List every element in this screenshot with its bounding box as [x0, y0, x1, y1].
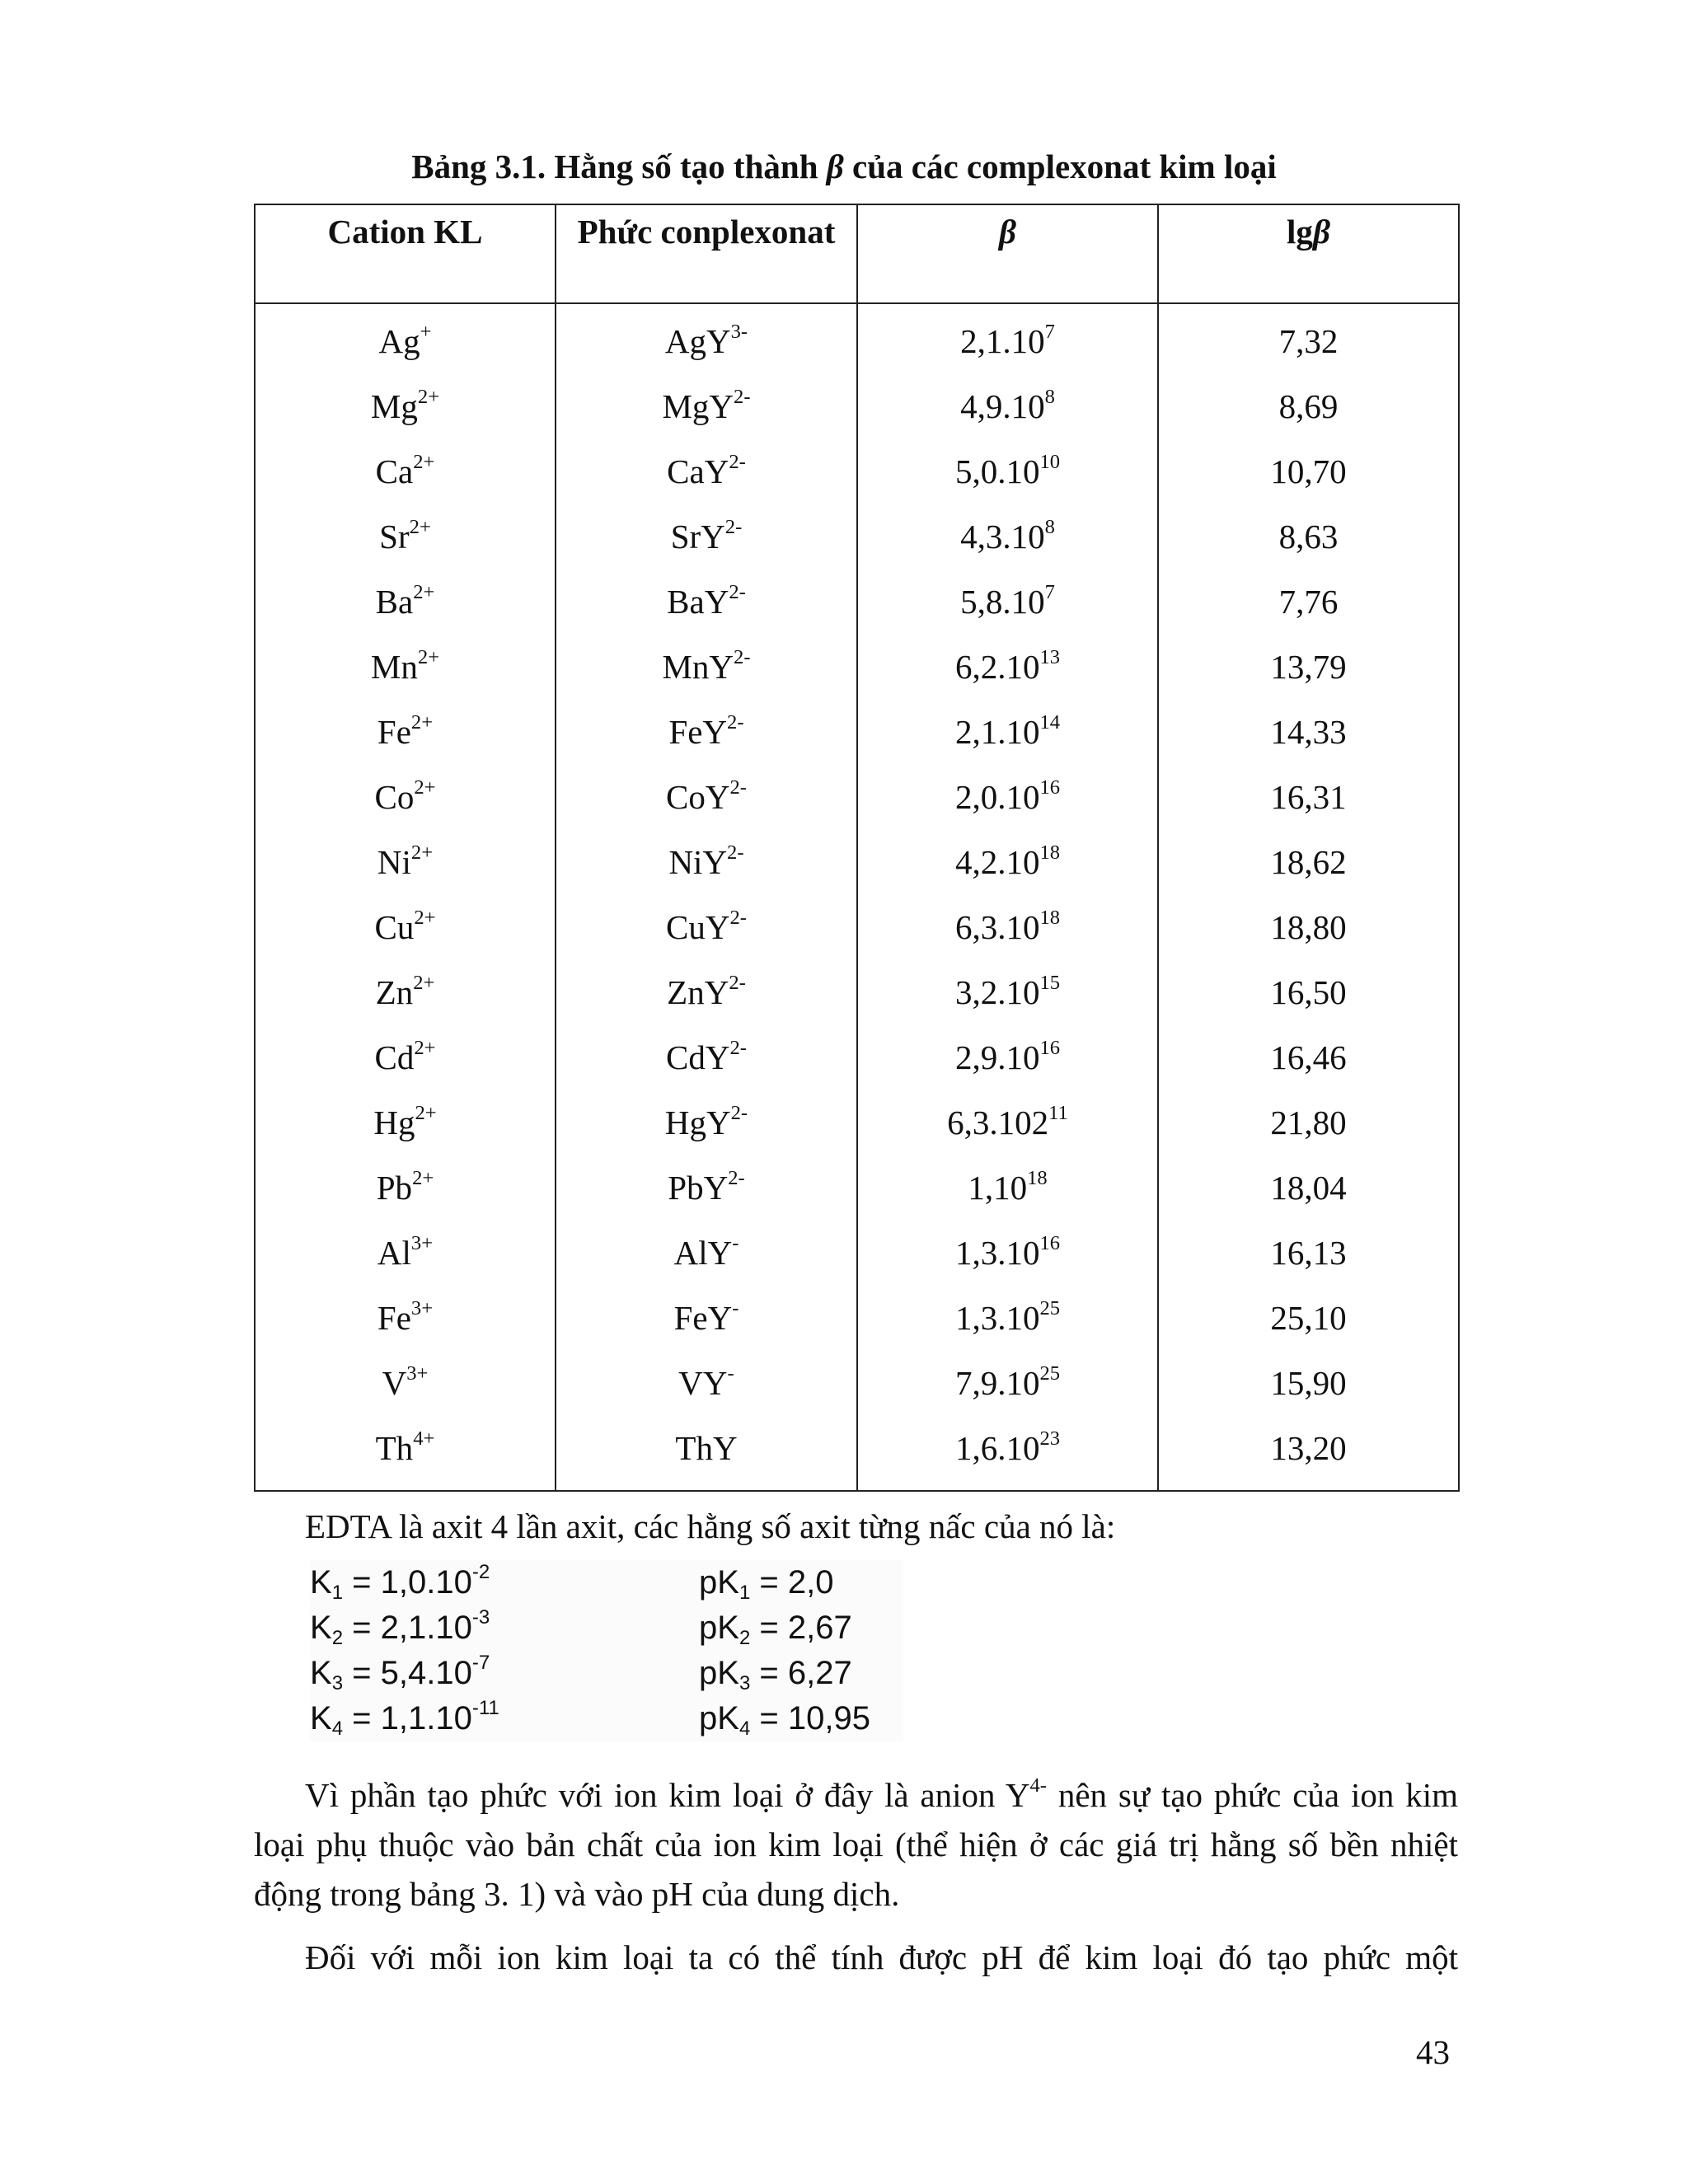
- cell-lg-beta: 16,46: [1158, 1025, 1459, 1090]
- cell-beta: 5,0.10$^{10}$: [857, 439, 1158, 504]
- cell-complex: BaY$^{2-}$: [556, 569, 857, 635]
- cell-complex: SrY$^{2-}$: [556, 504, 857, 569]
- cell-lg-beta: 25,10: [1158, 1286, 1459, 1351]
- acid-constant-row: [310, 1696, 903, 1741]
- table-row: [255, 1416, 1459, 1491]
- cell-cation: $Th^{4+}$: [255, 1416, 556, 1491]
- acid-constant-row: [310, 1605, 903, 1651]
- cell-cation: $Cd^{2+}$: [255, 1025, 556, 1090]
- pk-value: $pK_4 = 10,95$: [699, 1700, 870, 1741]
- cell-beta: 6,3.102$^{11}$: [857, 1090, 1158, 1155]
- cell-complex: FeY-: [556, 1286, 857, 1351]
- cell-complex: MnY$^{2-}$: [556, 635, 857, 700]
- cell-cation: $Zn^{2+}$: [255, 960, 556, 1025]
- table-row: [255, 830, 1459, 895]
- cell-complex: FeY$^{2-}$: [556, 700, 857, 765]
- k-value: $K_1 = 1,0.10^{-2}$: [310, 1561, 490, 1605]
- cell-cation: $Ni^{2+}$: [255, 830, 556, 895]
- table-row: [255, 765, 1459, 830]
- table-row: [255, 895, 1459, 960]
- cell-lg-beta: 18,80: [1158, 895, 1459, 960]
- cell-cation: $Fe^{2+}$: [255, 700, 556, 765]
- cell-beta: 1,3.10$^{25}$: [857, 1286, 1158, 1351]
- acid-constant-row: [310, 1651, 903, 1696]
- cell-lg-beta: 13,20: [1158, 1416, 1459, 1491]
- cell-lg-beta: 14,33: [1158, 700, 1459, 765]
- pk-value: $pK_1 = 2,0$: [699, 1564, 834, 1605]
- cell-cation: $Cu^{2+}$: [255, 895, 556, 960]
- header-cation: Cation KL: [255, 204, 556, 303]
- cell-lg-beta: 13,79: [1158, 635, 1459, 700]
- edta-intro: EDTA là axit 4 lần axit, các hằng số axit từng nấc của nó là:: [305, 1507, 1116, 1545]
- cell-beta: 2,9.10$^{16}$: [857, 1025, 1158, 1090]
- cell-complex: CuY$^{2-}$: [556, 895, 857, 960]
- cell-complex: MgY$^{2-}$: [556, 374, 857, 439]
- cell-cation: $Al^{3+}$: [255, 1221, 556, 1286]
- cell-complex: VY-: [556, 1351, 857, 1416]
- table-row: [255, 700, 1459, 765]
- cell-cation: $Co^{2+}$: [255, 765, 556, 830]
- cell-cation: $Ba^{2+}$: [255, 569, 556, 635]
- header-beta: β: [857, 204, 1158, 303]
- cell-complex: CdY$^{2-}$: [556, 1025, 857, 1090]
- k-value: $K_3 = 5,4.10^{-7}$: [310, 1652, 490, 1695]
- table-body: [255, 303, 1459, 1491]
- table-row: [255, 569, 1459, 635]
- cell-complex: ThY: [556, 1416, 857, 1491]
- k-value: $K_4 = 1,1.10^{-11}$: [310, 1697, 499, 1741]
- cell-complex: ZnY$^{2-}$: [556, 960, 857, 1025]
- cell-beta: 2,0.10$^{16}$: [857, 765, 1158, 830]
- constants-table: [254, 204, 1460, 1492]
- cell-beta: 5,8.10$^7$: [857, 569, 1158, 635]
- header-complex: Phức conplexonat: [556, 204, 857, 303]
- cell-complex: AgY$^{3-}$: [556, 303, 857, 374]
- cell-beta: 2,1.10$^{14}$: [857, 700, 1158, 765]
- table-row: [255, 960, 1459, 1025]
- table-row: [255, 1286, 1459, 1351]
- cell-beta: 6,3.10$^{18}$: [857, 895, 1158, 960]
- pk-value: $pK_3 = 6,27$: [699, 1655, 852, 1695]
- cell-beta: 4,2.10$^{18}$: [857, 830, 1158, 895]
- table-row: [255, 1025, 1459, 1090]
- cell-beta: 3,2.10$^{15}$: [857, 960, 1158, 1025]
- cell-lg-beta: 16,50: [1158, 960, 1459, 1025]
- table-row: [255, 1351, 1459, 1416]
- cell-lg-beta: 8,69: [1158, 374, 1459, 439]
- cell-beta: 4,3.10$^8$: [857, 504, 1158, 569]
- caption-prefix: Bảng 3.1. Hằng số tạo thành: [411, 148, 827, 185]
- table-row: [255, 1090, 1459, 1155]
- cell-cation: $Hg^{2+}$: [255, 1090, 556, 1155]
- k-value: $K_2 = 2,1.10^{-3}$: [310, 1606, 490, 1650]
- cell-complex: AlY-: [556, 1221, 857, 1286]
- paragraph-1: Vì phần tạo phức với ion kim loại ở đây là anion $Y^{4-}$ nên sự tạo phức của ion kim loại phụ thuộc vào bản chất của ion kim loại (thể hiện ở các giá trị hằng số bền nhiệt động trong bảng 3. 1) và vào pH của dung dịch.: [254, 1774, 1459, 1913]
- cell-lg-beta: 10,70: [1158, 439, 1459, 504]
- paragraph-2: Đối với mỗi ion kim loại ta có thể tính được pH để kim loại đó tạo phức một: [305, 1938, 1458, 1976]
- cell-beta: 7,9.10$^{25}$: [857, 1351, 1158, 1416]
- table-row: [255, 504, 1459, 569]
- cell-complex: PbY$^{2-}$: [556, 1155, 857, 1221]
- pk-value: $pK_2 = 2,67$: [699, 1610, 852, 1650]
- header-lg-beta: lgβ: [1158, 204, 1459, 303]
- table-row: [255, 635, 1459, 700]
- cell-beta: 6,2.10$^{13}$: [857, 635, 1158, 700]
- cell-beta: 1,10$^{18}$: [857, 1155, 1158, 1221]
- cell-lg-beta: 15,90: [1158, 1351, 1459, 1416]
- cell-cation: $Mg^{2+}$: [255, 374, 556, 439]
- cell-lg-beta: 18,04: [1158, 1155, 1459, 1221]
- table-row: [255, 439, 1459, 504]
- page-number: 43: [1416, 2033, 1450, 2071]
- cell-lg-beta: 16,13: [1158, 1221, 1459, 1286]
- cell-complex: NiY$^{2-}$: [556, 830, 857, 895]
- cell-lg-beta: 8,63: [1158, 504, 1459, 569]
- cell-cation: $Pb^{2+}$: [255, 1155, 556, 1221]
- cell-lg-beta: 7,32: [1158, 303, 1459, 374]
- table-header-row: [255, 204, 1459, 303]
- cell-beta: 4,9.10$^8$: [857, 374, 1158, 439]
- table-row: [255, 374, 1459, 439]
- table-row: [255, 303, 1459, 374]
- cell-beta: 1,3.10$^{16}$: [857, 1221, 1158, 1286]
- cell-lg-beta: 21,80: [1158, 1090, 1459, 1155]
- cell-complex: CoY$^{2-}$: [556, 765, 857, 830]
- table-row: [255, 1155, 1459, 1221]
- cell-cation: $Sr^{2+}$: [255, 504, 556, 569]
- cell-complex: CaY$^{2-}$: [556, 439, 857, 504]
- table-row: [255, 1221, 1459, 1286]
- acid-constants-block: [310, 1560, 903, 1741]
- table-caption: [0, 145, 1688, 188]
- acid-constant-row: [310, 1560, 903, 1605]
- cell-cation: $Ca^{2+}$: [255, 439, 556, 504]
- cell-lg-beta: 18,62: [1158, 830, 1459, 895]
- cell-cation: Ag+: [255, 303, 556, 374]
- caption-suffix: của các complexonat kim loại: [843, 148, 1277, 185]
- cell-complex: HgY$^{2-}$: [556, 1090, 857, 1155]
- cell-lg-beta: 16,31: [1158, 765, 1459, 830]
- cell-beta: 2,1.10$^7$: [857, 303, 1158, 374]
- cell-beta: 1,6.10$^{23}$: [857, 1416, 1158, 1491]
- caption-symbol: β: [826, 148, 844, 185]
- cell-cation: $Mn^{2+}$: [255, 635, 556, 700]
- cell-cation: $Fe^{3+}$: [255, 1286, 556, 1351]
- cell-lg-beta: 7,76: [1158, 569, 1459, 635]
- cell-cation: $V^{3+}$: [255, 1351, 556, 1416]
